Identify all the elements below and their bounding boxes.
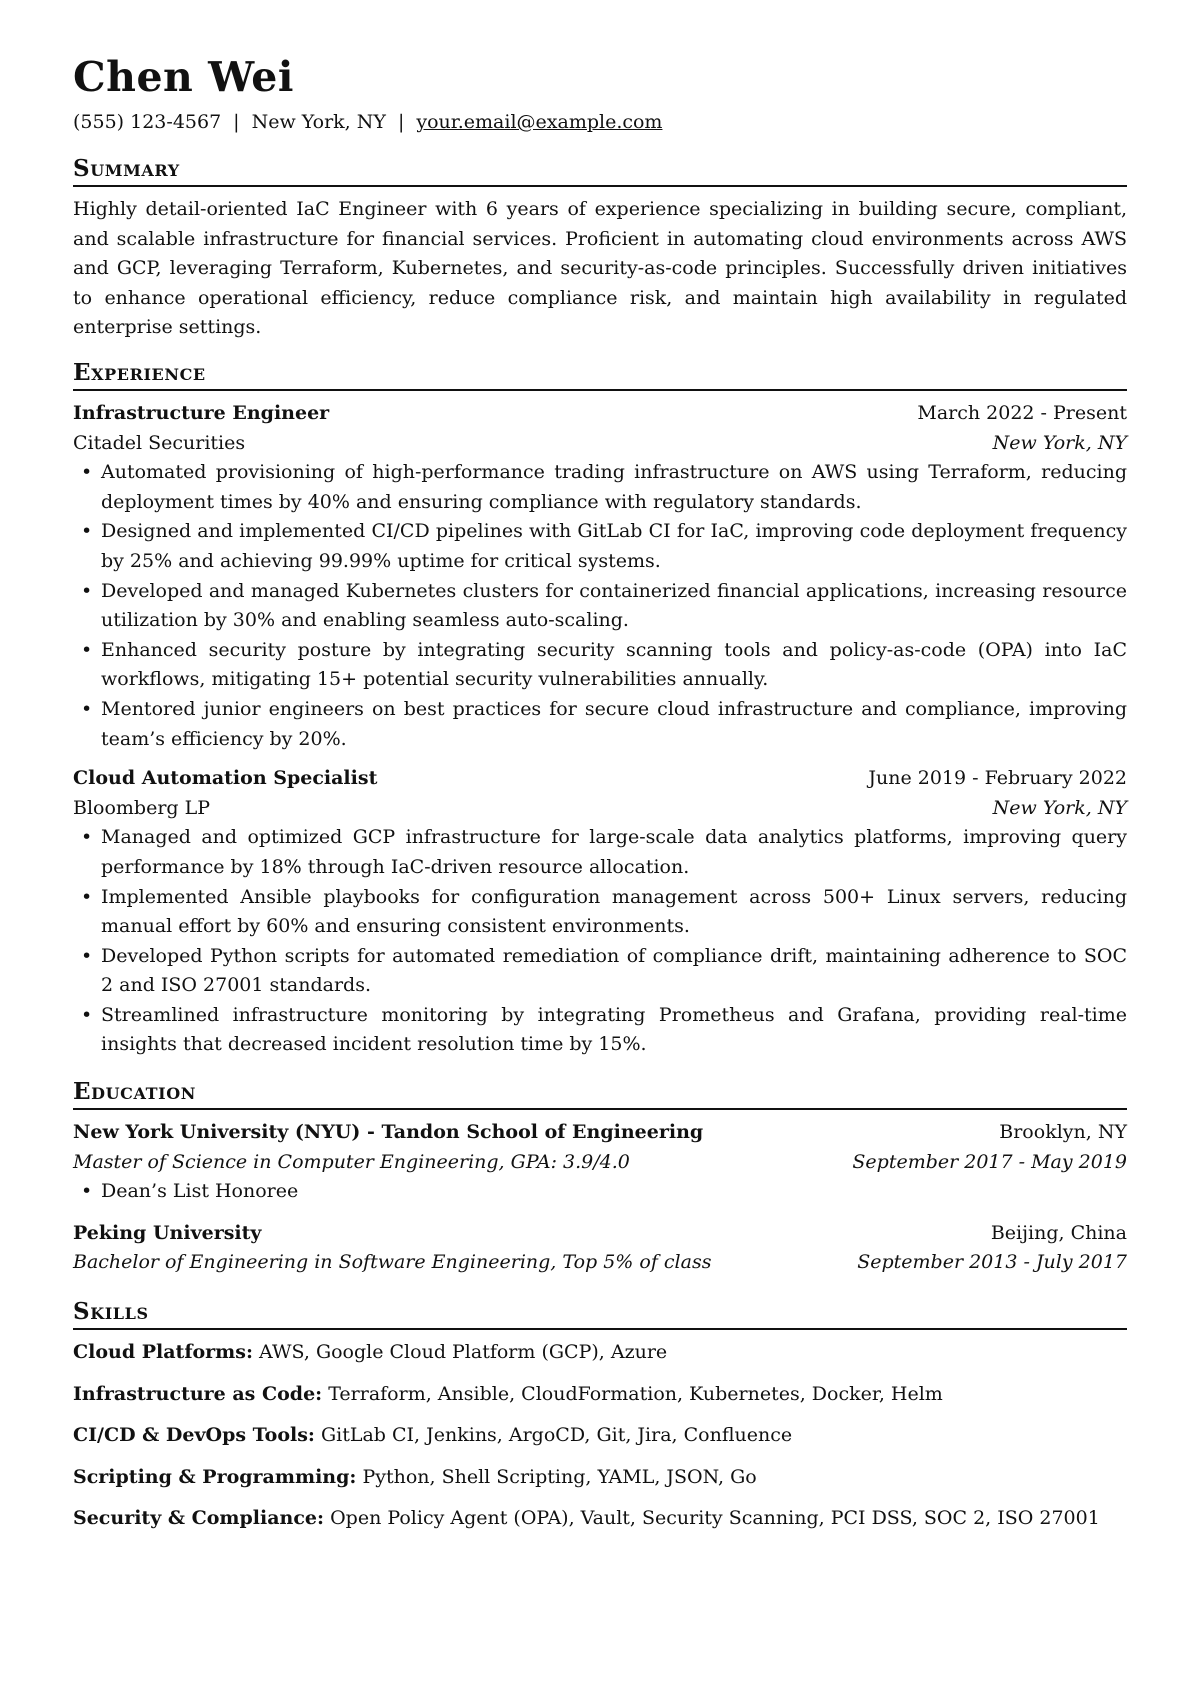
- skill-row: [73, 1338, 1127, 1368]
- job-subheader: [73, 429, 1127, 459]
- separator: |: [397, 111, 405, 134]
- bullet-item: • Streamlined infrastructure monitoring by integrating Prometheus and Grafana, providing real-time insights that decreased incident resolution time by 15%.: [73, 1001, 1127, 1060]
- education-subheader: [73, 1148, 1127, 1178]
- job-role: Cloud Automation Specialist: [73, 767, 378, 790]
- school-location: Brooklyn, NY: [999, 1121, 1127, 1144]
- separator: |: [233, 111, 240, 134]
- job-dates: March 2022 - Present: [917, 402, 1127, 425]
- job-entry: [73, 764, 1127, 1060]
- job-location: New York, NY: [992, 431, 1127, 454]
- job-role: Infrastructure Engineer: [73, 402, 330, 425]
- location: New York, NY: [251, 111, 386, 134]
- job-bullets: [73, 823, 1127, 1060]
- education-heading: Education: [73, 1078, 1127, 1110]
- skill-row: [73, 1463, 1127, 1493]
- skill-value: Python, Shell Scripting, YAML, JSON, Go: [362, 1465, 757, 1488]
- bullet-item: • Implemented Ansible playbooks for configuration management across 500+ Linux servers, reducing manual effort by 60% and ensuring consistent environments.: [73, 883, 1127, 942]
- bullet-item: • Managed and optimized GCP infrastructure for large-scale data analytics platforms, improving query performance by 18% through IaC-driven resource allocation.: [73, 823, 1127, 882]
- summary-heading: Summary: [73, 155, 1127, 187]
- bullet-item: • Automated provisioning of high-performance trading infrastructure on AWS using Terraform, reducing deployment times by 40% and ensuring compliance with regulatory standards.: [73, 458, 1127, 517]
- skill-label: Security & Compliance:: [73, 1507, 325, 1530]
- job-bullets: [73, 458, 1127, 754]
- skill-value: GitLab CI, Jenkins, ArgoCD, Git, Jira, Confluence: [320, 1424, 793, 1447]
- school-name: Peking University: [73, 1221, 262, 1244]
- email-link[interactable]: your.email@example.com: [416, 111, 663, 134]
- skills-heading: Skills: [73, 1298, 1127, 1330]
- skill-label: Cloud Platforms:: [73, 1341, 253, 1364]
- bullet-item: • Mentored junior engineers on best practices for secure cloud infrastructure and compliance, improving team’s efficiency by 20%.: [73, 695, 1127, 754]
- education-subheader: [73, 1248, 1127, 1278]
- skill-value: AWS, Google Cloud Platform (GCP), Azure: [259, 1341, 668, 1364]
- resume-page: [73, 53, 1127, 1546]
- bullet-item: • Developed and managed Kubernetes clusters for containerized financial applications, increasing resource utilization by 30% and enabling seamless auto-scaling.: [73, 577, 1127, 636]
- candidate-name: Chen Wei: [73, 53, 294, 101]
- skill-value: Open Policy Agent (OPA), Vault, Security Scanning, PCI DSS, SOC 2, ISO 27001: [330, 1507, 1100, 1530]
- bullet-item: • Designed and implemented CI/CD pipelines with GitLab CI for IaC, improving code deployment frequency by 25% and achieving 99.99% uptime for critical systems.: [73, 517, 1127, 576]
- job-header: [73, 399, 1127, 429]
- skill-label: CI/CD & DevOps Tools:: [73, 1424, 315, 1447]
- skill-label: Scripting & Programming:: [73, 1465, 357, 1488]
- skill-row: [73, 1380, 1127, 1410]
- phone-number: (555) 123-4567: [73, 111, 222, 134]
- education-header: [73, 1118, 1127, 1148]
- bullet-item: • Developed Python scripts for automated remediation of compliance drift, maintaining adherence to SOC 2 and ISO 27001 standards.: [73, 942, 1127, 1001]
- job-header: [73, 764, 1127, 794]
- degree: Master of Science in Computer Engineering, GPA: 3.9/4.0: [73, 1150, 630, 1173]
- education-dates: September 2013 - July 2017: [857, 1251, 1127, 1274]
- bullet-item: • Enhanced security posture by integrating security scanning tools and policy-as-code (OPA) into IaC workflows, mitigating 15+ potential security vulnerabilities annually.: [73, 636, 1127, 695]
- degree: Bachelor of Engineering in Software Engineering, Top 5% of class: [73, 1251, 712, 1274]
- job-company: Bloomberg LP: [73, 796, 211, 819]
- job-dates: June 2019 - February 2022: [868, 767, 1127, 790]
- job-company: Citadel Securities: [73, 431, 246, 454]
- bullet-item: • Dean’s List Honoree: [73, 1177, 1127, 1207]
- skill-row: [73, 1504, 1127, 1534]
- skill-row: [73, 1421, 1127, 1451]
- education-entry: [73, 1118, 1127, 1207]
- experience-heading: Experience: [73, 359, 1127, 391]
- education-dates: September 2017 - May 2019: [852, 1150, 1127, 1173]
- education-header: [73, 1219, 1127, 1249]
- school-location: Beijing, China: [990, 1221, 1127, 1244]
- job-entry: [73, 399, 1127, 754]
- contact-line: [73, 109, 1127, 135]
- education-entry: [73, 1219, 1127, 1278]
- job-location: New York, NY: [992, 796, 1127, 819]
- summary-text: Highly detail-oriented IaC Engineer with 6 years of experience specializing in building secure, compliant, and scalable infrastructure for financial services. Proficient in automating cloud environments across AWS and GCP, leveraging Terraform, Kubernetes, and security-as-code principles. Successfully driven initiatives to enhance operational efficiency, reduce compliance risk, and maintain high availability in regulated enterprise settings.: [73, 198, 1127, 339]
- skill-value: Terraform, Ansible, CloudFormation, Kubernetes, Docker, Helm: [328, 1382, 943, 1405]
- skill-label: Infrastructure as Code:: [73, 1382, 323, 1405]
- school-name: New York University (NYU) - Tandon School of Engineering: [73, 1121, 704, 1144]
- job-subheader: [73, 794, 1127, 824]
- education-bullets: [73, 1177, 1127, 1207]
